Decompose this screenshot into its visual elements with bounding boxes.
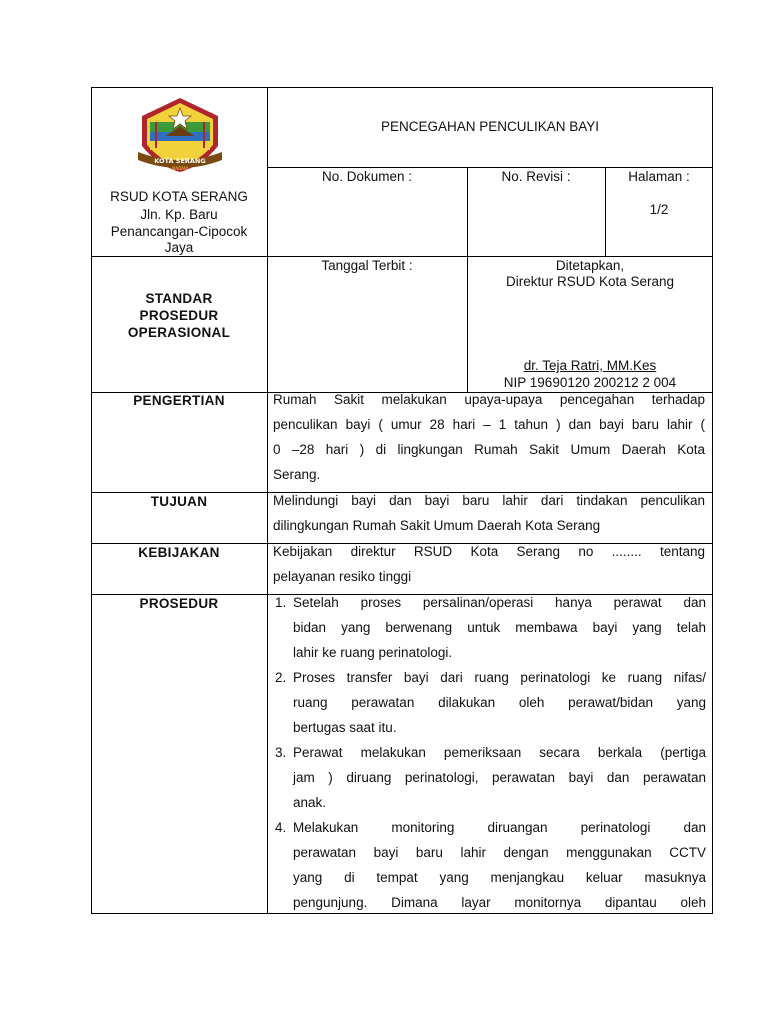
list-item — [272, 665, 706, 740]
document-title: PENCEGAHAN PENCULIKAN BAYI — [380, 119, 600, 134]
list-line: bertugas saat itu. — [293, 720, 397, 735]
pengertian-label: PENGERTIAN — [133, 393, 225, 408]
hospital-logo — [132, 96, 228, 178]
doc-number-label: No. Dokumen : — [321, 169, 413, 184]
logo-motto-text: MADANI — [171, 166, 189, 171]
approved-label: Ditetapkan, — [555, 258, 625, 273]
signer-nip: NIP 19690120 200212 2 004 — [503, 375, 677, 390]
pengertian-line: 0 –28 hari ) di lingkungan Rumah Sakit Umum Daerah Kota — [273, 442, 705, 457]
pengertian-line: penculikan bayi ( umur 28 hari – 1 tahun ) dan bayi baru lahir ( — [273, 417, 705, 432]
list-number: 4. — [275, 820, 287, 835]
sop-label-2: PROSEDUR — [139, 308, 219, 323]
prosedur-list — [272, 590, 706, 915]
hospital-address-3: Jaya — [164, 240, 194, 255]
list-line: bidan yang berwenang untuk membawa bayi yang telah — [293, 620, 706, 635]
column-divider — [267, 87, 268, 914]
signer-name: dr. Teja Ratri, MM.Kes — [523, 358, 657, 373]
list-number: 3. — [275, 745, 287, 760]
pengertian-text — [273, 387, 705, 487]
kebijakan-text — [273, 539, 705, 589]
list-item — [272, 590, 706, 665]
hospital-address-1: Jln. Kp. Baru — [140, 207, 218, 222]
tujuan-text — [273, 488, 705, 538]
hospital-address-2: Penancangan-Cipocok — [110, 224, 248, 239]
issue-date-label: Tanggal Terbit : — [321, 258, 413, 273]
list-number: 1. — [275, 595, 287, 610]
list-line: Melakukan monitoring diruangan perinatologi dan — [293, 820, 706, 835]
logo-city-text: KOTA SERANG — [154, 157, 206, 165]
kebijakan-line: Kebijakan direktur RSUD Kota Serang no ........ tentang — [273, 544, 705, 559]
kebijakan-label: KEBIJAKAN — [138, 545, 220, 560]
revision-label: No. Revisi : — [501, 169, 571, 184]
pengertian-line: Serang. — [273, 467, 321, 482]
list-line: Perawat melakukan pemeriksaan secara berkala (pertiga — [293, 745, 706, 760]
sop-label-1: STANDAR — [145, 291, 213, 306]
list-line: ruang perawatan dilakukan oleh perawat/bidan yang — [293, 695, 706, 710]
list-line: Setelah proses persalinan/operasi hanya perawat dan — [293, 595, 706, 610]
sop-label-3: OPERASIONAL — [127, 325, 231, 340]
list-item — [272, 740, 706, 815]
prosedur-label: PROSEDUR — [139, 596, 219, 611]
tujuan-line: Melindungi bayi dan bayi baru lahir dari tindakan penculikan — [273, 493, 705, 508]
pengertian-line: Rumah Sakit melakukan upaya-upaya pencegahan terhadap — [273, 392, 705, 407]
page-value: 1/2 — [649, 202, 669, 217]
list-line: anak. — [293, 795, 327, 810]
page-label: Halaman : — [628, 169, 690, 184]
list-line: Proses transfer bayi dari ruang perinatologi ke ruang nifas/ — [293, 670, 706, 685]
city-emblem-icon — [132, 96, 228, 178]
list-line: lahir ke ruang perinatologi. — [293, 645, 453, 660]
list-item — [272, 815, 706, 915]
list-line: yang di tempat yang menjangkau keluar masuknya — [293, 870, 706, 885]
list-line: perawatan bayi baru lahir dengan menggunakan CCTV — [293, 845, 706, 860]
list-number: 2. — [275, 670, 287, 685]
approver-title: Direktur RSUD Kota Serang — [505, 274, 675, 289]
list-line: jam ) diruang perinatologi, perawatan bayi dan perawatan — [293, 770, 706, 785]
list-line: pengunjung. Dimana layar monitornya dipantau oleh — [293, 895, 706, 910]
kebijakan-line: pelayanan resiko tinggi — [273, 569, 412, 584]
hospital-name: RSUD KOTA SERANG — [110, 189, 248, 204]
tujuan-line: dilingkungan Rumah Sakit Umum Daerah Kota Serang — [273, 518, 601, 533]
tujuan-label: TUJUAN — [150, 494, 208, 509]
